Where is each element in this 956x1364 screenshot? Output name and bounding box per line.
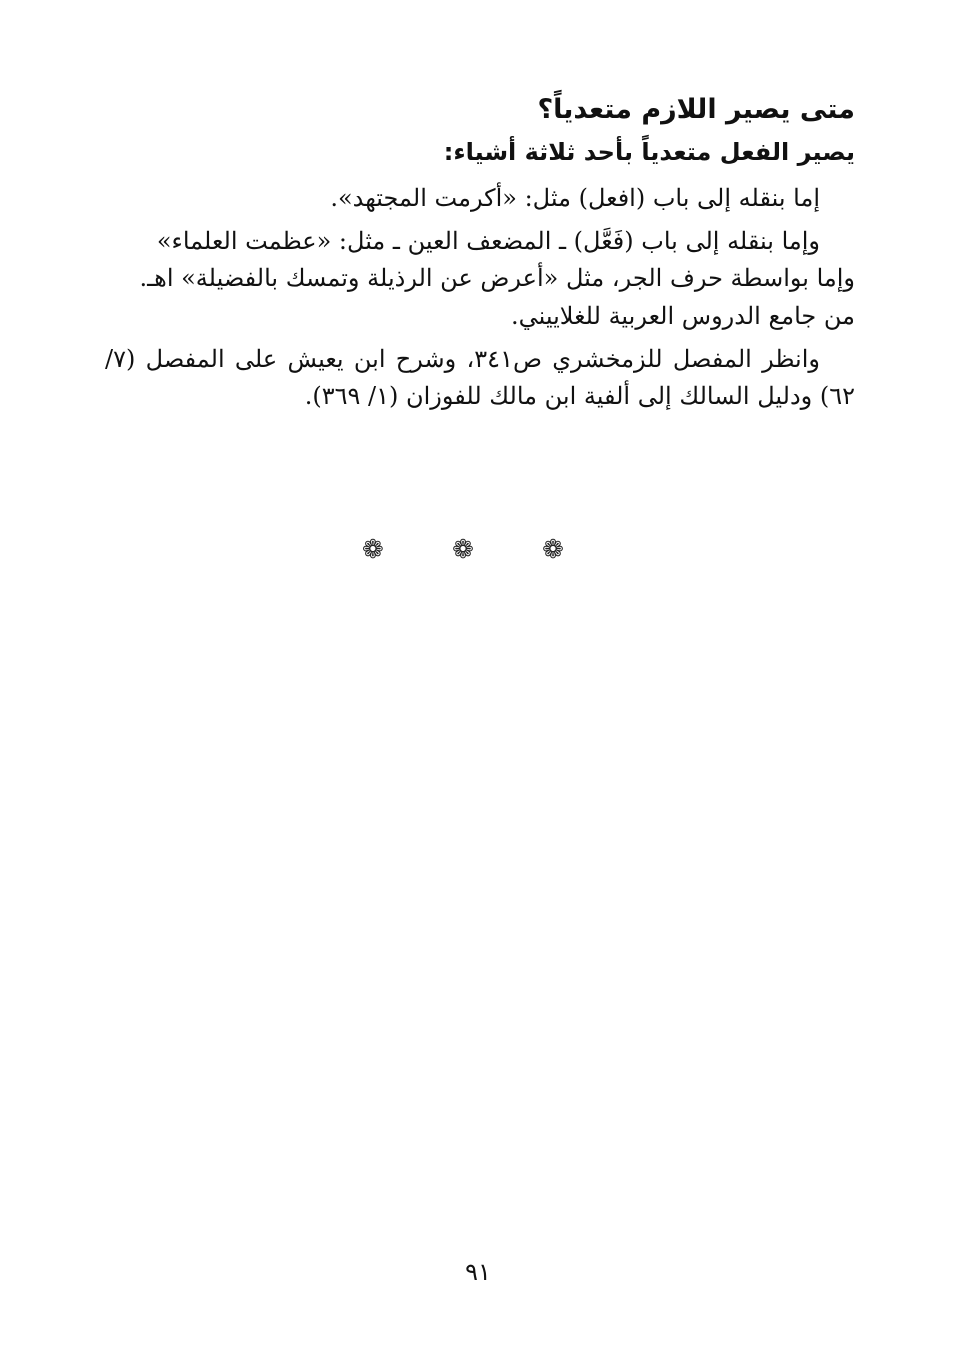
paragraph-third-method: وإما بواسطة حرف الجر، مثل «أعرض عن الرذيلة وتمسك بالفضيلة» اهـ.	[139, 264, 855, 293]
divider-ornament-icon: ❁	[452, 535, 504, 565]
page-heading: متى يصير اللازم متعدياً؟	[537, 94, 855, 125]
subheading: يصير الفعل متعدياً بأحد ثلاثة أشياء:	[443, 138, 855, 167]
page-number: ٩١	[465, 1258, 491, 1286]
section-divider	[0, 535, 956, 565]
main-text-block	[105, 92, 855, 421]
paragraph-source: من جامع الدروس العربية للغلاييني.	[510, 301, 855, 330]
paragraph-second-method: وإما بنقله إلى باب (فَعَّل) ـ المضعف العين ـ مثل: «عظمت العلماء»	[156, 227, 820, 256]
paragraph-first-method: إما بنقله إلى باب (افعل) مثل: «أكرمت المجتهد».	[330, 184, 820, 213]
divider-ornament-icon: ❁	[362, 535, 414, 565]
divider-ornament-icon: ❁	[542, 535, 594, 565]
paragraph-references: وانظر المفصل للزمخشري ص٣٤١، وشرح ابن يعيش على المفصل (٧/ ٦٢) ودليل السالك إلى ألفية ابن مالك للفوزان (١/ ٣٦٩).	[105, 344, 855, 410]
